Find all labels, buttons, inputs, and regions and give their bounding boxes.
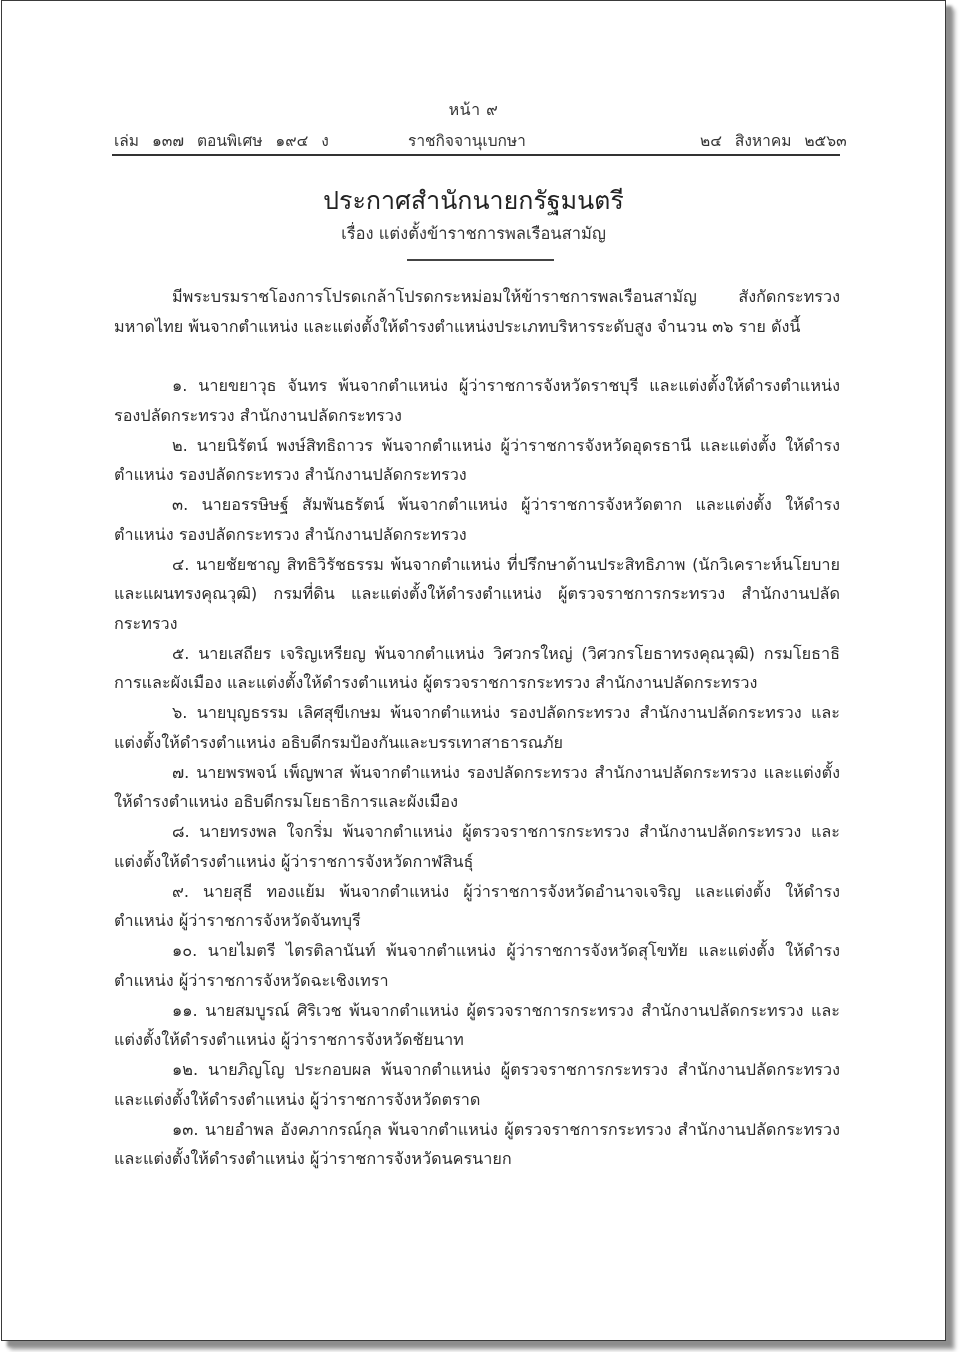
list-item: ๑๑. นายสมบูรณ์ ศิริเวช พ้นจากตำแหน่ง ผู้ตรวจราชการกระทรวง สำนักงานปลัดกระทรวง และแต่งตั้งให้ดำรงตำแหน่ง ผู้ว่าราชการจังหวัดชัยนาท <box>114 1000 840 1049</box>
document-title: ประกาศสำนักนายกรัฐมนตรี <box>323 186 624 215</box>
gazette-date: ๒๔ สิงหาคม ๒๕๖๓ <box>700 132 847 150</box>
list-item: ๔. นายชัยชาญ สิทธิวิรัชธรรม พ้นจากตำแหน่ง ที่ปรึกษาด้านประสิทธิภาพ (นักวิเคราะห์นโยบาย และแผนทรงคุณวุฒิ) กรมที่ดิน และแต่งตั้งให้ดำรงตำแหน่ง ผู้ตรวจราชการกระทรวง สำนักงานปลัดกระทรวง <box>114 554 840 633</box>
gazette-name: ราชกิจจานุเบกษา <box>408 132 526 150</box>
list-item: ๑๐. นายไมตรี ไตรติลานันท์ พ้นจากตำแหน่ง ผู้ว่าราชการจังหวัดสุโขทัย และแต่งตั้ง ให้ดำรงตำแหน่ง ผู้ว่าราชการจังหวัดฉะเชิงเทรา <box>114 941 840 990</box>
gazette-volume: เล่ม ๑๓๗ ตอนพิเศษ ๑๙๔ ง <box>114 132 329 150</box>
list-item: ๘. นายทรงพล ใจกริ่ม พ้นจากตำแหน่ง ผู้ตรวจราชการกระทรวง สำนักงานปลัดกระทรวง และแต่งตั้งให้ดำรงตำแหน่ง ผู้ว่าราชการจังหวัดกาฬสินธุ์ <box>114 822 840 871</box>
appointment-list <box>114 371 840 1174</box>
list-item: ๙. นายสุธี ทองแย้ม พ้นจากตำแหน่ง ผู้ว่าราชการจังหวัดอำนาจเจริญ และแต่งตั้ง ให้ดำรงตำแหน่ง ผู้ว่าราชการจังหวัดจันทบุรี <box>114 881 840 930</box>
intro-paragraph <box>114 282 840 341</box>
intro-text: มีพระบรมราชโองการโปรดเกล้าโปรดกระหม่อมให้ข้าราชการพลเรือนสามัญ สังกัดกระทรวงมหาดไทย พ้นจากตำแหน่ง และแต่งตั้งให้ดำรงตำแหน่งประเภทบริหารระดับสูง จำนวน ๓๖ ราย ดังนี้ <box>114 287 840 336</box>
title-divider <box>407 259 554 261</box>
document-page <box>1 0 946 1341</box>
list-item: ๕. นายเสถียร เจริญเหรียญ พ้นจากตำแหน่ง วิศวกรใหญ่ (วิศวกรโยธาทรงคุณวุฒิ) กรมโยธาธิการและผังเมือง และแต่งตั้งให้ดำรงตำแหน่ง ผู้ตรวจราชการกระทรวง สำนักงานปลัดกระทรวง <box>114 643 840 692</box>
list-item: ๒. นายนิรัตน์ พงษ์สิทธิถาวร พ้นจากตำแหน่ง ผู้ว่าราชการจังหวัดอุดรธานี และแต่งตั้ง ให้ดำรงตำแหน่ง รองปลัดกระทรวง สำนักงานปลัดกระทรวง <box>114 435 840 484</box>
list-item: ๑๓. นายอำพล อังคภากรณ์กุล พ้นจากตำแหน่ง ผู้ตรวจราชการกระทรวง สำนักงานปลัดกระทรวง และแต่งตั้งให้ดำรงตำแหน่ง ผู้ว่าราชการจังหวัดนครนายก <box>114 1119 840 1168</box>
list-item: ๑. นายขยาวุธ จันทร พ้นจากตำแหน่ง ผู้ว่าราชการจังหวัดราชบุรี และแต่งตั้งให้ดำรงตำแหน่ง รองปลัดกระทรวง สำนักงานปลัดกระทรวง <box>114 376 840 425</box>
list-item: ๑๒. นายภิญโญ ประกอบผล พ้นจากตำแหน่ง ผู้ตรวจราชการกระทรวง สำนักงานปลัดกระทรวง และแต่งตั้งให้ดำรงตำแหน่ง ผู้ว่าราชการจังหวัดตราด <box>114 1060 840 1109</box>
header-divider <box>112 154 840 156</box>
list-item: ๗. นายพรพจน์ เพ็ญพาส พ้นจากตำแหน่ง รองปลัดกระทรวง สำนักงานปลัดกระทรวง และแต่งตั้งให้ดำรงตำแหน่ง อธิบดีกรมโยธาธิการและผังเมือง <box>114 762 840 811</box>
list-item: ๓. นายอรรษิษฐ์ สัมพันธรัตน์ พ้นจากตำแหน่ง ผู้ว่าราชการจังหวัดตาก และแต่งตั้ง ให้ดำรงตำแหน่ง รองปลัดกระทรวง สำนักงานปลัดกระทรวง <box>114 495 840 544</box>
list-item: ๖. นายบุญธรรม เลิศสุขีเกษม พ้นจากตำแหน่ง รองปลัดกระทรวง สำนักงานปลัดกระทรวง และแต่งตั้งให้ดำรงตำแหน่ง อธิบดีกรมป้องกันและบรรเทาสาธารณภัย <box>114 703 840 752</box>
document-subject: เรื่อง แต่งตั้งข้าราชการพลเรือนสามัญ <box>341 224 606 243</box>
page-number: หน้า ๙ <box>448 100 499 119</box>
